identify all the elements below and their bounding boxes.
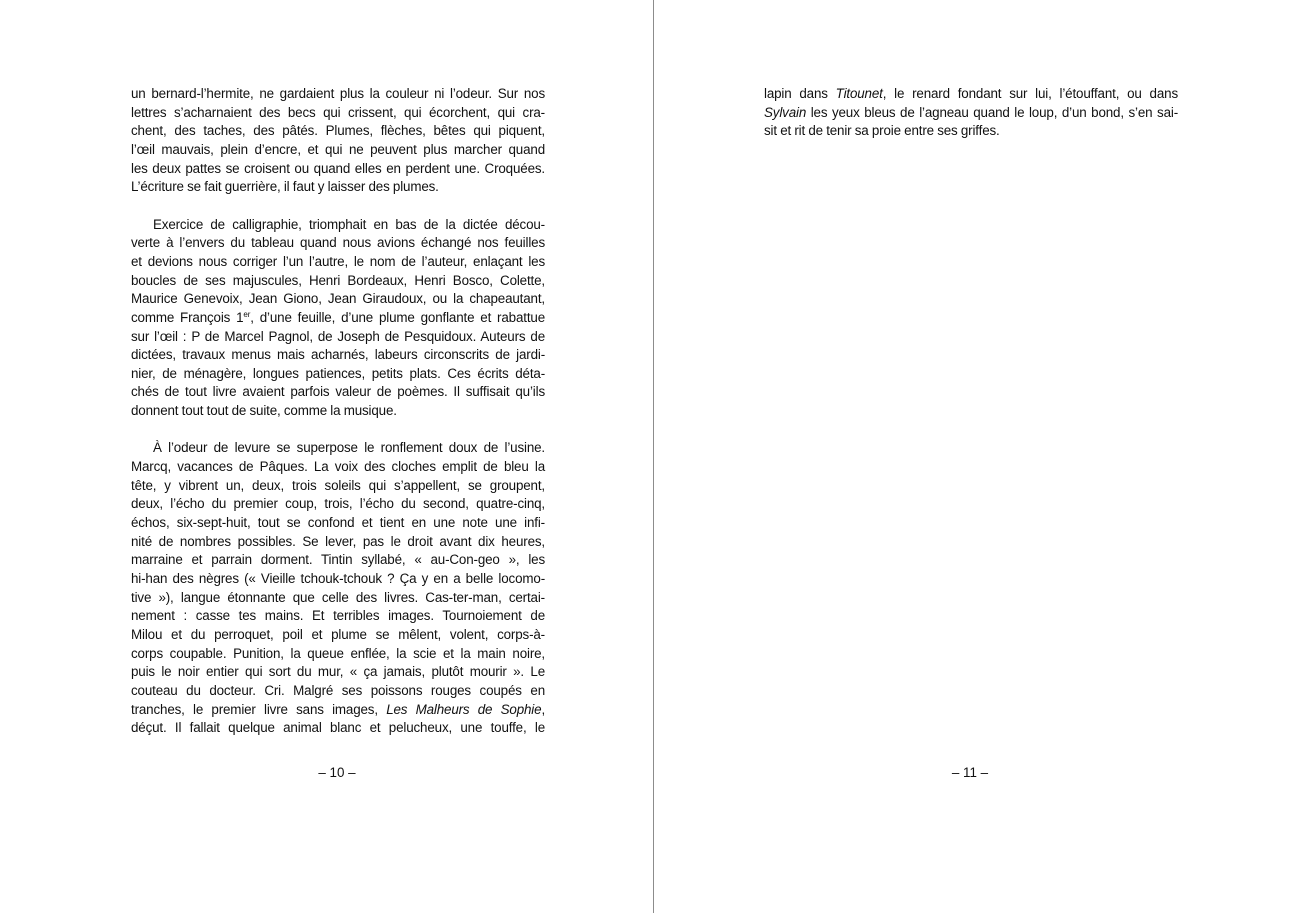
text-line: deux, l’écho du premier coup, trois, l’écho du second, quatre-cinq, [131,496,545,512]
text-line: Exercice de calligraphie, triomphait en bas de la dictée décou- [153,216,545,232]
text-fragment: comme François 1 [131,309,244,325]
text-line: corps coupable. Punition, la queue enflée, la scie et la main noire, [131,645,545,661]
text-line-with-superscript [131,309,545,328]
paragraph-2 [131,216,545,421]
text-line-with-italic [764,85,1178,104]
text-line-with-italic [764,104,1178,123]
text-line: chent, des taches, des pâtés. Plumes, flèches, bêtes qui piquent, [131,123,545,139]
text-line: tête, y vibrent un, deux, trois soleils qui s’appellent, se groupent, [131,477,545,493]
text-line: tive »), langue étonnante que celle des livres. Cas-ter-man, certai- [131,589,545,605]
text-line: nement : casse tes mains. Et terribles images. Tournoiement de [131,608,545,624]
text-line: chés de tout livre avaient parfois valeur de poèmes. Il suffisait qu’ils [131,384,545,400]
page-number: – 11 – [951,765,989,780]
text-line: l’œil mauvais, plein d’encre, et qui ne peuvent plus marcher quand [131,141,545,157]
text-line: dictées, travaux menus mais acharnés, labeurs circonscrits de jardi- [131,347,545,363]
right-page-text [764,85,1178,141]
book-title-italic: Sylvain [764,104,807,120]
left-page-text [131,85,545,738]
book-title-italic: Titounet [835,86,883,101]
text-line: les deux pattes se croisent ou quand elles en perdent une. Croquées. [131,160,545,176]
text-line: Maurice Genevoix, Jean Giono, Jean Giraudoux, ou la chapeautant, [131,291,545,307]
text-line: déçut. Il fallait quelque animal blanc et pelucheux, une touffe, le [131,720,545,736]
text-line: verte à l’envers du tableau quand nous avions échangé nos feuilles [131,235,545,251]
text-line: un bernard-l’hermite, ne gardaient plus la couleur ni l’odeur. Sur nos [131,86,545,101]
text-line: puis le noir entier qui sort du mur, « ça jamais, plutôt mourir ». Le [131,664,545,680]
text-line: échos, six-sept-huit, tout se confond et tient en une note une infi- [131,515,545,531]
text-fragment: , [541,701,546,717]
text-line: sit et rit de tenir sa proie entre ses griffes. [764,123,1000,139]
text-line: marraine et parrain dorment. Tintin syllabé, « au-Con-geo », les [131,552,545,568]
text-line: À l’odeur de levure se superpose le ronflement doux de l’usine. [153,440,545,456]
text-line: Milou et du perroquet, poil et plume se mêlent, volent, corps-à- [131,627,545,642]
text-line-with-italic [131,701,545,720]
text-line: donnent tout tout de suite, comme la musique. [131,403,397,419]
superscript: er [243,309,251,319]
text-line: et devions nous corriger l’un l’autre, le nom de l’auteur, enlaçant les [131,253,545,269]
paragraph-continued [764,85,1178,141]
paragraph-1 [131,85,545,197]
text-line: boucles de ses majuscules, Henri Bordeaux, Henri Bosco, Colette, [131,272,545,288]
text-line: hi-han des nègres (« Vieille tchouk-tchouk ? Ça y en a belle locomo- [131,571,545,587]
text-line: couteau du docteur. Cri. Malgré ses poissons rouges coupés en [131,682,545,698]
text-line: L’écriture se fait guerrière, il faut y laisser des plumes. [131,179,439,195]
text-line: sur l’œil : P de Marcel Pagnol, de Joseph de Pesquidoux. Auteurs de [131,328,545,344]
book-title-italic: Les Malheurs de Sophie [386,701,542,717]
paragraph-3 [131,439,545,738]
text-fragment: les yeux bleus de l’agneau quand le loup, d’un bond, s’en sai- [806,104,1178,120]
text-line: nier, de ménagère, longues patiences, petits plats. Ces écrits déta- [131,365,545,381]
text-line: nité de nombres possibles. Se lever, pas le droit avant dix heures, [131,533,545,549]
page-number: – 10 – [318,765,356,780]
text-fragment: lapin dans [764,86,836,101]
text-line: lettres s’acharnaient des becs qui crissent, qui écorchent, qui cra- [131,104,545,120]
text-line: Marcq, vacances de Pâques. La voix des cloches emplit de bleu la [131,459,545,475]
text-fragment: , d’une feuille, d’une plume gonflante et rabattue [250,309,545,325]
left-page [0,0,653,913]
text-fragment: , le renard fondant sur lui, l’étouffant, ou dans [882,86,1178,101]
text-fragment: tranches, le premier livre sans images, [131,701,387,717]
right-page [654,0,1307,913]
